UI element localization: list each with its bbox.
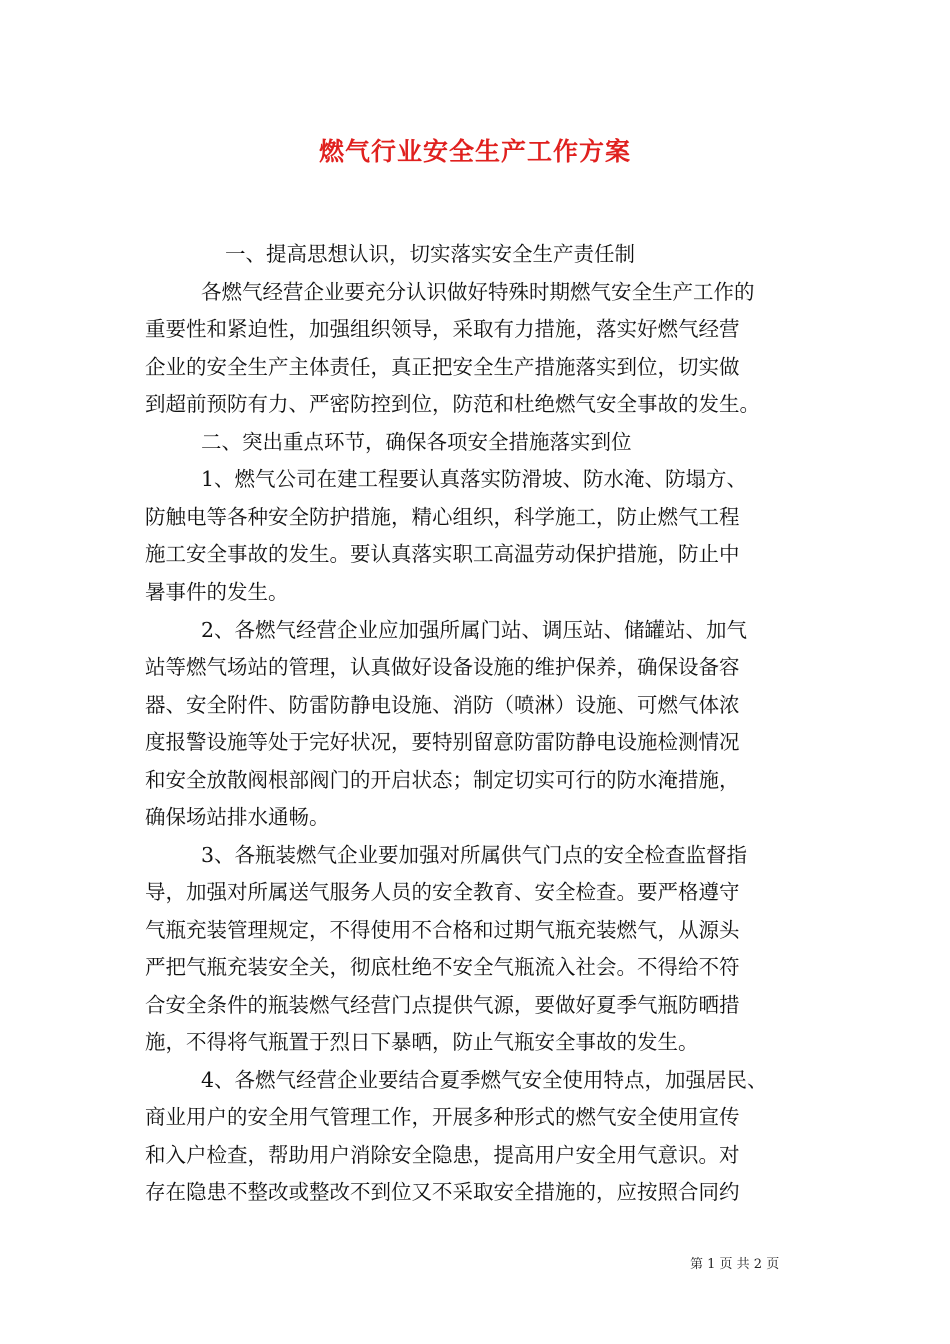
paragraph-line: 防触电等各种安全防护措施，精心组织，科学施工，防止燃气工程 bbox=[145, 505, 740, 529]
paragraph-line: 各燃气经营企业要充分认识做好特殊时期燃气安全生产工作的 bbox=[201, 280, 755, 304]
paragraph-line: 重要性和紧迫性，加强组织领导，采取有力措施，落实好燃气经营 bbox=[145, 317, 740, 341]
paragraph-line: 和安全放散阀根部阀门的开启状态；制定切实可行的防水淹措施， bbox=[145, 768, 740, 792]
paragraph-line: 导，加强对所属送气服务人员的安全教育、安全检查。要严格遵守 bbox=[145, 880, 740, 904]
section-heading-2: 二、突出重点环节，确保各项安全措施落实到位 bbox=[201, 430, 632, 454]
paragraph-line: 器、安全附件、防雷防静电设施、消防（喷淋）设施、可燃气体浓 bbox=[145, 693, 740, 717]
paragraph-line: 3、各瓶装燃气企业要加强对所属供气门点的安全检查监督指 bbox=[201, 843, 748, 867]
paragraph-line: 4、各燃气经营企业要结合夏季燃气安全使用特点，加强居民、 bbox=[201, 1068, 768, 1092]
paragraph-line: 施，不得将气瓶置于烈日下暴晒，防止气瓶安全事故的发生。 bbox=[145, 1030, 699, 1054]
paragraph-line: 存在隐患不整改或整改不到位又不采取安全措施的，应按照合同约 bbox=[145, 1180, 740, 1204]
paragraph-line: 到超前预防有力、严密防控到位，防范和杜绝燃气安全事故的发生。 bbox=[145, 392, 760, 416]
paragraph-line: 企业的安全生产主体责任，真正把安全生产措施落实到位，切实做 bbox=[145, 355, 740, 379]
paragraph-line: 暑事件的发生。 bbox=[145, 580, 289, 604]
paragraph-line: 和入户检查，帮助用户消除安全隐患，提高用户安全用气意识。对 bbox=[145, 1143, 740, 1167]
paragraph-line: 施工安全事故的发生。要认真落实职工高温劳动保护措施，防止中 bbox=[145, 542, 740, 566]
paragraph-line: 确保场站排水通畅。 bbox=[145, 805, 330, 829]
paragraph-line: 2、各燃气经营企业应加强所属门站、调压站、储罐站、加气 bbox=[201, 618, 748, 642]
paragraph-line: 1、燃气公司在建工程要认真落实防滑坡、防水淹、防塌方、 bbox=[201, 467, 748, 491]
page-title: 燃气行业安全生产工作方案 bbox=[318, 137, 631, 166]
paragraph-line: 合安全条件的瓶装燃气经营门点提供气源，要做好夏季气瓶防晒措 bbox=[145, 993, 740, 1017]
paragraph-line: 气瓶充装管理规定，不得使用不合格和过期气瓶充装燃气，从源头 bbox=[145, 918, 740, 942]
paragraph-line: 商业用户的安全用气管理工作，开展多种形式的燃气安全使用宣传 bbox=[145, 1105, 740, 1129]
paragraph-line: 严把气瓶充装安全关，彻底杜绝不安全气瓶流入社会。不得给不符 bbox=[145, 955, 740, 979]
paragraph-line: 站等燃气场站的管理，认真做好设备设施的维护保养，确保设备容 bbox=[145, 655, 740, 679]
section-heading-1: 一、提高思想认识，切实落实安全生产责任制 bbox=[225, 242, 635, 266]
page-indicator: 第 1 页 共 2 页 bbox=[690, 1257, 780, 1272]
paragraph-line: 度报警设施等处于完好状况，要特别留意防雷防静电设施检测情况 bbox=[145, 730, 740, 754]
